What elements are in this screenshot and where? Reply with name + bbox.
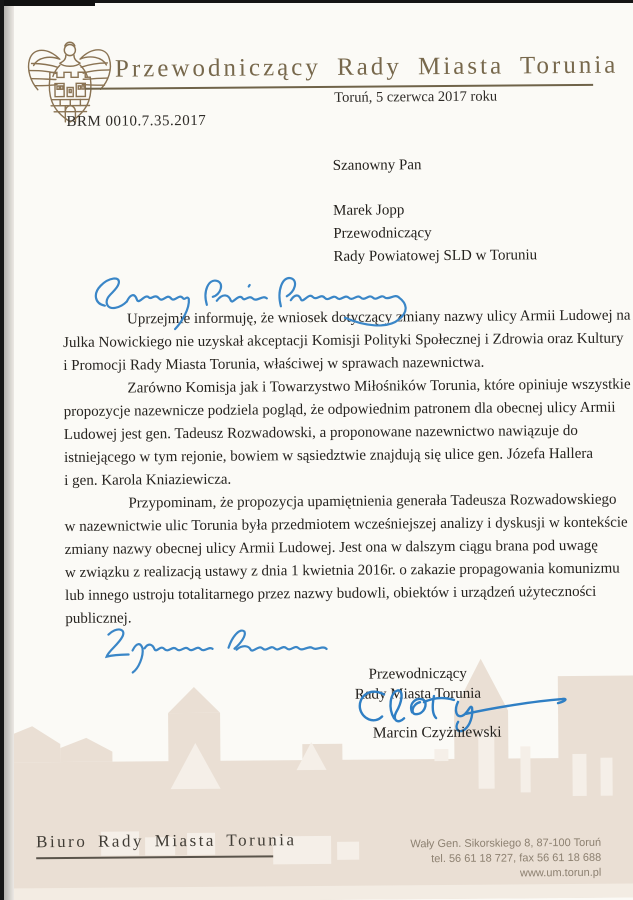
scan-edge-left-shadow — [4, 0, 14, 900]
reference-number: BRM 0010.7.35.2017 — [66, 112, 207, 130]
body-line: zmiany nazwy obecnej ulicy Armii Ludowej. Jest ona w dalszym ciągu brana pod uwagę — [64, 537, 599, 558]
body-line: i Promocji Rady Miasta Torunia, właściwej w sprawach nazewnictwa. — [63, 354, 485, 374]
recipient-organization: Rady Powiatowej SLD w Toruniu — [333, 247, 538, 265]
recipient-salutation: Szanowny Pan — [332, 157, 422, 174]
body-line: propozycje nazewnicze podziela pogląd, że odpowiednim patronem dla obecnej ulicy Armii — [63, 399, 616, 420]
recipient-name: Marek Jopp — [333, 202, 405, 219]
recipient-role: Przewodniczący — [333, 225, 432, 242]
letter-body — [63, 305, 631, 631]
letterhead-title: Przewodniczący Rady Miasta Torunia — [114, 51, 619, 83]
body-line: Ludowej jest gen. Tadeusz Rozwadowski, a proponowane nazewnictwo nawiązuje do — [63, 422, 578, 443]
footer-office-name: Biuro Rady Miasta Torunia — [35, 830, 297, 852]
body-line: istniejącego w tym rejonie, bowiem w sąsiedztwie znajdują się ulice gen. Józefa Hallera — [63, 445, 594, 466]
body-line: publicznej. — [65, 610, 132, 627]
body-line: Zarówno Komisja jak i Towarzystwo Miłośników Torunia, które opiniuje wszystkie — [127, 376, 631, 397]
footer-address-block — [393, 836, 601, 883]
signatory-name: Marcin Czyżniewski — [372, 723, 502, 742]
footer-phone-fax: tel. 56 61 18 727, fax 56 61 18 688 — [431, 851, 602, 866]
signatory-role-line2: Rady Miasta Torunia — [354, 685, 482, 703]
body-line: Julka Nowickiego nie uzyskał akceptacji Komisji Polityki Społecznej i Zdrowia oraz Kultury — [63, 330, 624, 351]
footer-address: Wały Gen. Sikorskiego 8, 87-100 Toruń — [410, 836, 602, 851]
body-line: Przypominam, że propozycja upamiętnienia generała Tadeusza Rozwadowskiego — [128, 491, 617, 512]
body-line: w nazewnictwie ulic Torunia była przedmiotem wcześniejszej analizy i dyskusji w kontekście — [64, 514, 628, 535]
footer-website: www.um.torun.pl — [519, 866, 602, 880]
body-line: i gen. Karola Kniaziewicza. — [64, 471, 232, 489]
body-line: Uprzejmie informuję, że wniosek dotyczący zmiany nazwy ulicy Armii Ludowej na — [126, 307, 631, 328]
body-line: w związku z realizacją ustawy z dnia 1 kwietnia 2016r. o zakazie propagowania komunizmu — [64, 560, 620, 581]
scan-edge-left — [0, 0, 4, 900]
letter-date: Toruń, 5 czerwca 2017 roku — [334, 88, 498, 106]
signatory-role-line1: Przewodniczący — [368, 665, 467, 683]
handwritten-closing — [98, 617, 348, 679]
handwritten-greeting — [91, 263, 422, 346]
scan-edge-top-corner — [0, 0, 95, 6]
body-line: lub innego ustroju totalitarnego przez nazwy budowli, obiektów i urządzeń użyteczności — [65, 583, 597, 604]
